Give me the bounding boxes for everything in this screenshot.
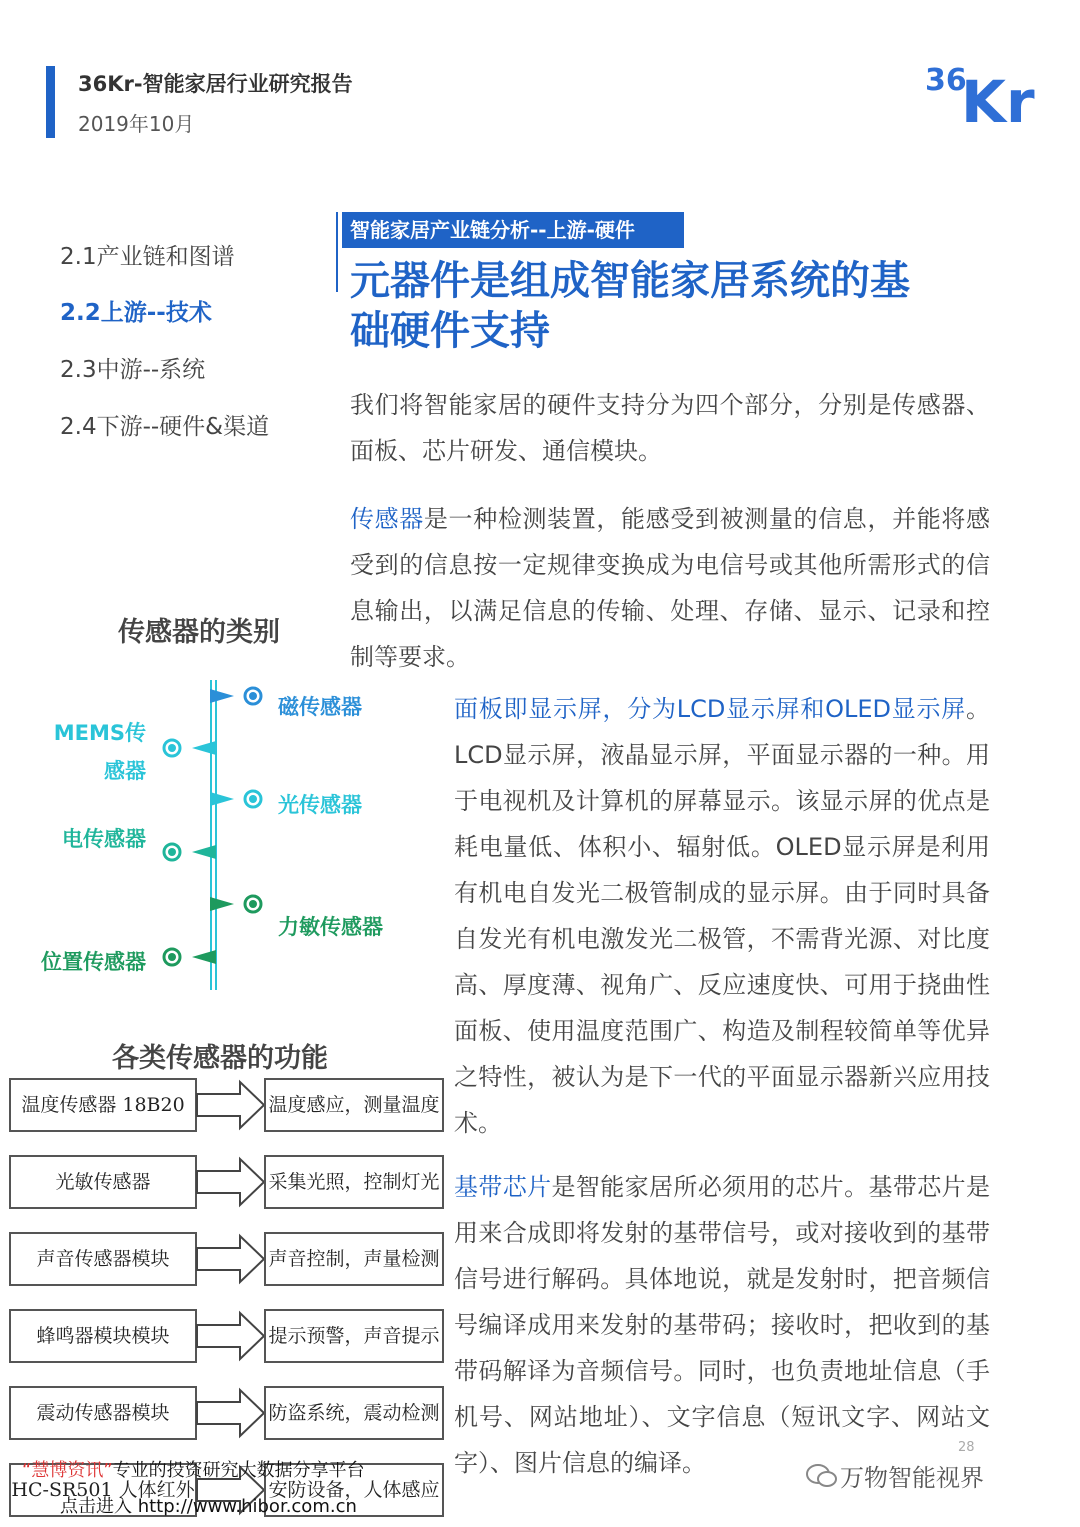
panel-paragraph-body: 。LCD显示屏，液晶显示屏，平面显示器的一种。用于电视机及计算机的屏幕显示。该显示屏的优点是耗电量低、体积小、辐射低。OLED显示屏是利用有机电自发光二极管制成的显示屏。由于同时具备自发光有机电激发光二极管，不需背光源、对比度高、厚度薄、视角广、反应速度快、可用于挠曲性面板、使用温度范围广、构造及制程较简单等优异之特性，被认为是下一代的平面显示器新兴应用技术。 [454, 695, 990, 1137]
svg-text:Kr: Kr [961, 68, 1035, 126]
header-accent-bar [46, 66, 55, 138]
sensor-type-mems: MEMS传感器 [53, 721, 146, 783]
panel-paragraph [454, 686, 990, 1146]
report-title: 36Kr-智能家居行业研究报告 [78, 72, 353, 96]
sensor-type-light: 光传感器 [278, 793, 362, 817]
sensor-term: 传感器 [350, 505, 424, 533]
nav-item-upstream-tech[interactable]: 2.2上游--技术 [60, 300, 212, 326]
right-arrow-icon [196, 1155, 266, 1209]
svg-text:36: 36 [925, 63, 967, 98]
sensor-paragraph-body: 是一种检测装置，能感受到被测量的信息，并能将感受到的信息按一定规律变换成为电信号或其他所需形式的信息输出，以满足信息的传输、处理、存储、显示、记录和控制等要求。 [350, 505, 991, 671]
baseband-paragraph [454, 1164, 990, 1486]
sensor-name-box: 光敏传感器 [9, 1155, 197, 1209]
section-tag: 智能家居产业链分析--上游-硬件 [342, 212, 684, 248]
watermark-line1 [22, 1456, 365, 1482]
sensor-name-box: 声音传感器模块 [9, 1232, 197, 1286]
sensor-function-box: 温度感应，测量温度 [264, 1078, 444, 1132]
sensor-name-box: 温度传感器 18B20 [9, 1078, 197, 1132]
right-arrow-icon [196, 1309, 266, 1363]
sensor-name-box: HC-SR501 人体红外 [9, 1463, 197, 1517]
sensor-type-force: 力敏传感器 [278, 915, 383, 939]
panel-term: 面板即显示屏，分为LCD显示屏和OLED显示屏 [454, 695, 966, 723]
sensor-timeline [150, 675, 270, 995]
sensor-function-box: 提示预警，声音提示 [264, 1309, 444, 1363]
sensor-name-box: 震动传感器模块 [9, 1386, 197, 1440]
nav-item-midstream-system[interactable]: 2.3中游--系统 [60, 357, 206, 383]
wechat-icon [806, 1462, 838, 1490]
watermark-text: 专业的投资研究大数据分享平台 [112, 1460, 365, 1481]
page-heading-line2: 础硬件支持 [350, 308, 550, 354]
watermark-link[interactable]: 点击进入 http://www.hibor.com.cn [60, 1496, 357, 1517]
sensor-type-electric: 电传感器 [62, 827, 146, 851]
sensor-function-box: 防盗系统，震动检测 [264, 1386, 444, 1440]
sensor-function-box: 采集光照，控制灯光 [264, 1155, 444, 1209]
watermark-brand: “慧博资讯” [22, 1460, 113, 1481]
sensor-types-title: 传感器的类别 [118, 617, 280, 648]
report-date: 2019年10月 [78, 112, 195, 136]
sensor-paragraph [350, 496, 990, 680]
sensor-function-box: 声音控制，声量检测 [264, 1232, 444, 1286]
36kr-logo-icon [925, 58, 1040, 126]
intro-paragraph: 我们将智能家居的硬件支持分为四个部分，分别是传感器、面板、芯片研发、通信模块。 [350, 391, 990, 465]
page-number: 28 [958, 1440, 975, 1455]
nav-item-industry-chain[interactable]: 2.1产业链和图谱 [60, 244, 235, 270]
right-arrow-icon [196, 1386, 266, 1440]
sensor-function-box: 安防设备，人体感应 [264, 1463, 444, 1517]
sensor-type-magnetic: 磁传感器 [278, 695, 362, 719]
baseband-paragraph-body: 是智能家居所必须用的芯片。基带芯片是用来合成即将发射的基带信号，或对接收到的基带信号进行解码。具体地说，就是发射时，把音频信号编译成用来发射的基带码；接收时，把收到的基带码解译为音频信号。同时，也负责地址信息（手机号、网站地址）、文字信息（短讯文字、网站文字）、图片信息的编译。 [454, 1173, 991, 1477]
nav-item-downstream-hardware[interactable]: 2.4下游--硬件&渠道 [60, 414, 270, 440]
page-heading [350, 256, 990, 356]
baseband-term: 基带芯片 [454, 1173, 552, 1201]
right-arrow-icon [196, 1078, 266, 1132]
sensor-name-box: 蜂鸣器模块模块 [9, 1309, 197, 1363]
sensor-type-position: 位置传感器 [41, 950, 146, 974]
right-arrow-icon [196, 1232, 266, 1286]
section-tag-divider [336, 212, 338, 292]
wechat-account-name: 万物智能视界 [840, 1464, 984, 1492]
page-heading-line1: 元器件是组成智能家居系统的基 [350, 258, 910, 304]
sensor-functions-title: 各类传感器的功能 [112, 1043, 328, 1074]
